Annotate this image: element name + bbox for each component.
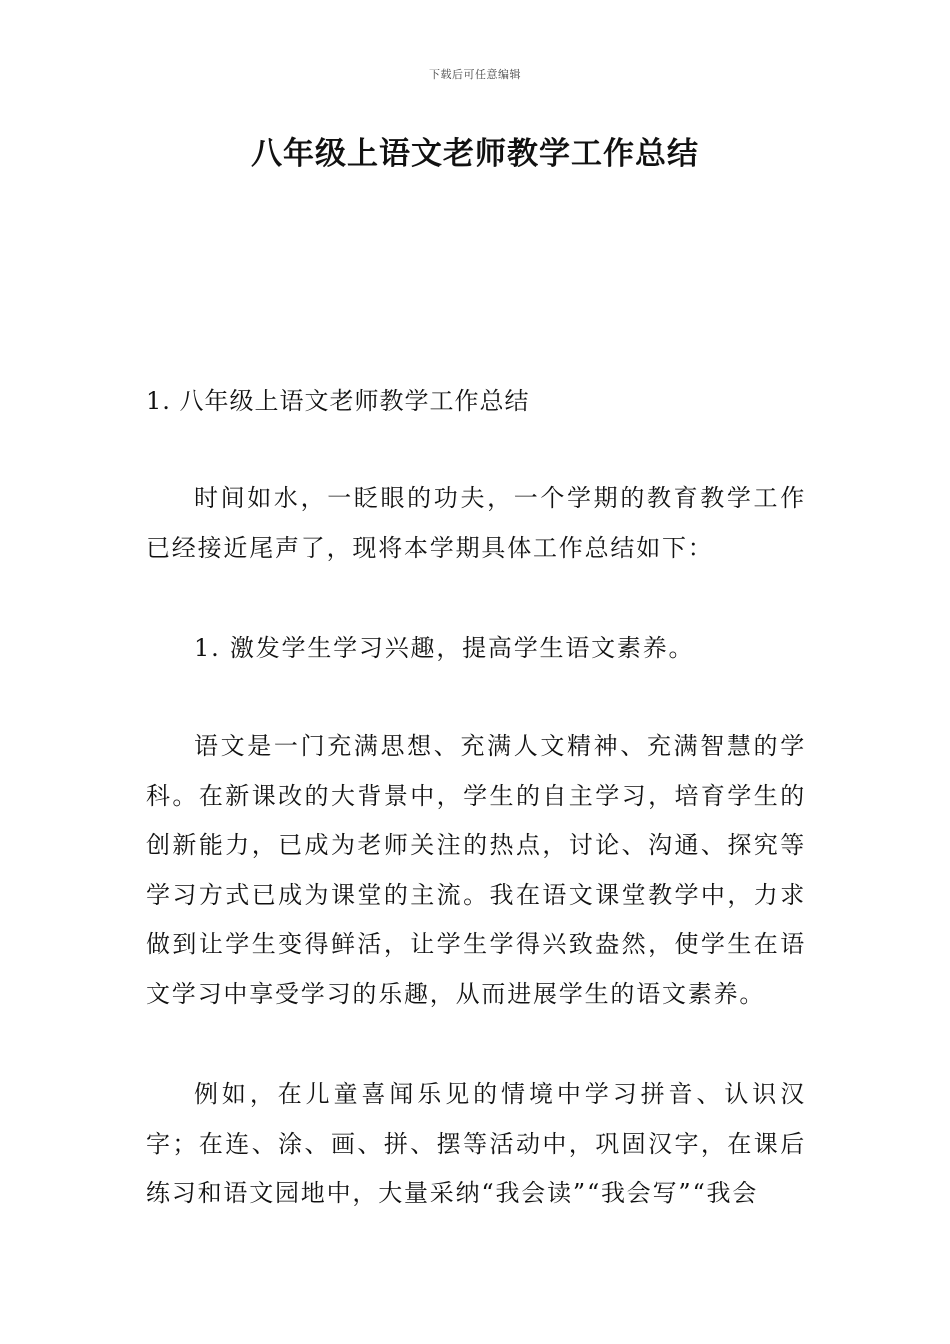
paragraph-intro-block [146, 474, 806, 573]
paragraph-body-2-block [146, 1070, 806, 1219]
paragraph-body-1: 语文是一门充满思想、充满人文精神、充满智慧的学科。在新课改的大背景中，学生的自主学习，培育学生的创新能力，已成为老师关注的热点，讨论、沟通、探究等学习方式已成为课堂的主流。我在语文课堂教学中，力求做到让学生变得鲜活，让学生学得兴致盎然，使学生在语文学习中享受学习的乐趣，从而进展学生的语文素养。 [146, 732, 806, 1008]
header-note: 下载后可任意编辑 [429, 68, 521, 81]
paragraph-body-1-block [146, 722, 806, 1019]
paragraph-body-2: 例如，在儿童喜闻乐见的情境中学习拼音、认识汉字；在连、涂、画、拼、摆等活动中，巩固汉字，在课后练习和语文园地中，大量采纳“我会读”“我会写”“我会 [146, 1080, 806, 1207]
document-title: 八年级上语文老师教学工作总结 [251, 136, 699, 172]
paragraph-intro: 时间如水，一眨眼的功夫，一个学期的教育教学工作已经接近尾声了，现将本学期具体工作总结如下： [146, 484, 806, 562]
paragraph-point-1-block [146, 624, 806, 674]
section-heading: 1. 八年级上语文老师教学工作总结 [146, 387, 530, 415]
paragraph-point-1: 1. 激发学生学习兴趣，提高学生语文素养。 [194, 634, 695, 662]
